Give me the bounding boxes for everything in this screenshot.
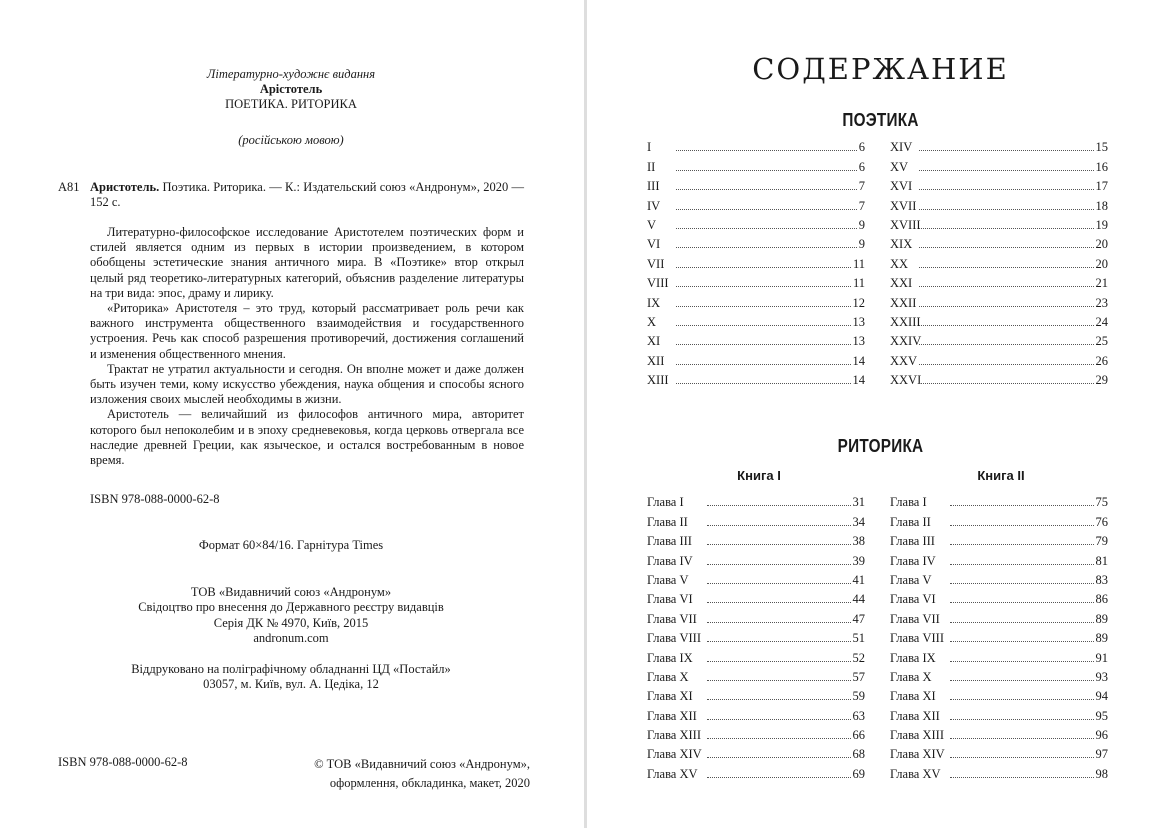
dot-leader (707, 583, 851, 584)
toc-entry-page: 31 (852, 495, 865, 510)
toc-entry-label: XVII (890, 198, 917, 213)
dot-leader (919, 150, 1094, 151)
dot-leader (950, 777, 1094, 778)
dot-leader (919, 383, 1094, 384)
contents-page (587, 0, 1174, 828)
toc-entry-page: 15 (1095, 140, 1108, 155)
toc-entry (890, 685, 1108, 704)
dot-leader (707, 525, 851, 526)
toc-entry-page: 9 (858, 217, 865, 232)
toc-entry-page: 68 (852, 747, 865, 762)
toc-entry-label: Глава VIII (647, 631, 701, 646)
dot-leader (919, 344, 1094, 345)
toc-entry (890, 175, 1108, 194)
toc-entry (647, 175, 865, 194)
toc-entry-label: XIV (890, 140, 913, 155)
toc-entry-page: 97 (1095, 747, 1108, 762)
dot-leader (707, 564, 851, 565)
toc-entry (890, 569, 1108, 588)
toc-entry-label: XXVI (890, 373, 922, 388)
toc-entry-page: 11 (852, 256, 865, 271)
dot-leader (676, 150, 857, 151)
toc-entry (890, 194, 1108, 213)
toc-entry (647, 666, 865, 685)
footer-isbn: ISBN 978-088-0000-62-8 (58, 755, 188, 769)
printer-info (58, 662, 524, 693)
toc-entry-label: Глава I (647, 495, 684, 510)
toc-entry (647, 588, 865, 607)
toc-entry-label: Глава X (890, 669, 932, 684)
toc-entry-page: 44 (852, 592, 865, 607)
toc-entry-label: Глава XIII (890, 728, 944, 743)
toc-entry-page: 89 (1095, 631, 1108, 646)
toc-entry (890, 214, 1108, 233)
dot-leader (676, 306, 851, 307)
toc-entry-page: 86 (1095, 592, 1108, 607)
dot-leader (676, 247, 857, 248)
toc-entry-page: 11 (852, 276, 865, 291)
toc-entry-label: XVI (890, 179, 913, 194)
toc-entry-page: 81 (1095, 553, 1108, 568)
toc-entry-label: II (647, 159, 656, 174)
toc-entry-page: 18 (1095, 198, 1108, 213)
toc-entry-label: VIII (647, 276, 669, 291)
toc-entry (890, 369, 1108, 388)
toc-entry-label: XII (647, 353, 665, 368)
toc-entry (647, 646, 865, 665)
toc-entry-page: 17 (1095, 179, 1108, 194)
dot-leader (676, 383, 851, 384)
toc-entry (890, 724, 1108, 743)
toc-entry (890, 743, 1108, 762)
dot-leader (707, 757, 851, 758)
language-note: (російською мовою) (238, 133, 344, 147)
dot-leader (919, 189, 1094, 190)
annotation (90, 225, 524, 468)
toc-entry-label: Глава VII (647, 611, 697, 626)
toc-entry-label: Глава VIII (890, 631, 944, 646)
toc-entry (647, 252, 865, 271)
toc-entry-label: Глава XV (647, 766, 698, 781)
toc-entry (890, 311, 1108, 330)
toc-entry (647, 349, 865, 368)
toc-entry-label: VI (647, 237, 661, 252)
dot-leader (950, 719, 1094, 720)
toc-entry-label: Глава XI (890, 689, 936, 704)
toc-entry (890, 233, 1108, 252)
toc-entry (647, 369, 865, 388)
toc-entry-label: Глава XII (890, 708, 940, 723)
book-title: ПОЕТИКА. РИТОРИКА (225, 97, 357, 111)
toc-entry (890, 549, 1108, 568)
dot-leader (676, 209, 857, 210)
toc-entry (647, 724, 865, 743)
toc-entry-page: 57 (852, 669, 865, 684)
annotation-paragraph: «Риторика» Аристотеля – это труд, который рассматривает роль речи как важного инструмента общественного взаимодействия и государственного устроения. Речь как способ разрешения противоречий, достижения соглашений и изменения общественного мнения. (90, 301, 524, 361)
toc-entry (647, 704, 865, 723)
toc-entry-page: 12 (852, 295, 865, 310)
book1-heading: Книга I (737, 468, 781, 483)
toc-entry-page: 91 (1095, 650, 1108, 665)
contents-title: СОДЕРЖАНИЕ (752, 52, 1009, 86)
toc-entry-label: Глава VI (647, 592, 693, 607)
toc-entry-page: 23 (1095, 295, 1108, 310)
toc-entry (890, 627, 1108, 646)
dot-leader (707, 680, 851, 681)
toc-entry (647, 194, 865, 213)
toc-entry-label: Глава II (647, 514, 688, 529)
dot-leader (919, 170, 1094, 171)
toc-entry-page: 7 (858, 179, 865, 194)
toc-entry-page: 16 (1095, 159, 1108, 174)
book2-heading: Книга II (977, 468, 1025, 483)
toc-entry-page: 79 (1095, 534, 1108, 549)
toc-entry-label: XXI (890, 276, 913, 291)
bibliographic-record (58, 180, 524, 211)
toc-entry-page: 25 (1095, 334, 1108, 349)
toc-entry-page: 20 (1095, 237, 1108, 252)
toc-entry (890, 607, 1108, 626)
toc-entry-page: 52 (852, 650, 865, 665)
toc-entry-page: 29 (1095, 373, 1108, 388)
publisher-line: Серія ДК № 4970, Київ, 2015 (213, 615, 369, 630)
toc-entry (890, 704, 1108, 723)
toc-entry (890, 646, 1108, 665)
toc-entry-label: Глава VI (890, 592, 936, 607)
toc-entry-label: XXV (890, 353, 918, 368)
toc-entry (890, 155, 1108, 174)
dot-leader (919, 267, 1094, 268)
dot-leader (676, 325, 851, 326)
toc-entry-label: Глава III (890, 534, 935, 549)
toc-entry-label: XIX (890, 237, 913, 252)
author-name: Арістотель (259, 82, 323, 96)
dot-leader (950, 680, 1094, 681)
dot-leader (676, 286, 851, 287)
dot-leader (707, 661, 851, 662)
book1-list (647, 491, 865, 782)
toc-entry-label: Глава I (890, 495, 927, 510)
toc-entry-page: 95 (1095, 708, 1108, 723)
dot-leader (950, 602, 1094, 603)
toc-entry (647, 743, 865, 762)
toc-entry-page: 59 (852, 689, 865, 704)
toc-entry (890, 291, 1108, 310)
toc-entry-label: Глава XIII (647, 728, 701, 743)
toc-entry-label: Глава IX (890, 650, 936, 665)
dot-leader (707, 738, 851, 739)
toc-entry (890, 349, 1108, 368)
toc-entry-label: VII (647, 256, 665, 271)
toc-entry (890, 330, 1108, 349)
dot-leader (919, 209, 1094, 210)
toc-entry (890, 510, 1108, 529)
dot-leader (707, 777, 851, 778)
dot-leader (919, 364, 1094, 365)
toc-entry-page: 51 (852, 631, 865, 646)
toc-entry-page: 26 (1095, 353, 1108, 368)
toc-entry-page: 34 (852, 514, 865, 529)
dot-leader (919, 306, 1094, 307)
dot-leader (676, 189, 857, 190)
toc-entry-label: XXII (890, 295, 917, 310)
copyright-line: © ТОВ «Видавничий союз «Андронум», (314, 757, 530, 771)
toc-entry (890, 272, 1108, 291)
toc-entry (890, 136, 1108, 155)
toc-entry-page: 7 (858, 198, 865, 213)
publisher-line: Свідоцтво про внесення до Державного реєстру видавців (138, 600, 444, 615)
toc-entry (890, 588, 1108, 607)
toc-entry-label: Глава VII (890, 611, 940, 626)
toc-entry-label: XI (647, 334, 661, 349)
toc-entry-page: 21 (1095, 276, 1108, 291)
toc-entry (890, 762, 1108, 781)
toc-entry-page: 63 (852, 708, 865, 723)
toc-entry-page: 76 (1095, 514, 1108, 529)
toc-entry-page: 13 (852, 314, 865, 329)
toc-entry-label: Глава V (890, 572, 932, 587)
dot-leader (707, 544, 851, 545)
toc-entry-page: 14 (852, 373, 865, 388)
dot-leader (919, 325, 1094, 326)
toc-entry (647, 272, 865, 291)
toc-entry-label: XVIII (890, 217, 921, 232)
dot-leader (676, 344, 851, 345)
toc-entry (647, 136, 865, 155)
toc-entry (647, 214, 865, 233)
dot-leader (707, 699, 851, 700)
toc-entry-label: Глава XI (647, 689, 693, 704)
toc-entry (647, 549, 865, 568)
imprint-page (0, 0, 584, 828)
toc-entry (647, 607, 865, 626)
toc-entry-label: IV (647, 198, 661, 213)
toc-entry-label: Глава III (647, 534, 692, 549)
bib-rest: Поэтика. Риторика. — К.: Издательский союз «Андронум», 2020 — 152 с. (90, 180, 524, 210)
toc-entry-page: 9 (858, 237, 865, 252)
toc-entry-label: Глава IV (647, 553, 693, 568)
format-line: Формат 60×84/16. Гарнітура Times (198, 538, 384, 552)
printer-line: Віддруковано на поліграфічному обладнанні ЦД «Постайл» (131, 662, 451, 676)
toc-entry (647, 233, 865, 252)
toc-entry-label: Глава XIV (890, 747, 945, 762)
toc-entry-page: 89 (1095, 611, 1108, 626)
dot-leader (950, 544, 1094, 545)
bib-code: А81 (58, 180, 80, 194)
dot-leader (950, 564, 1094, 565)
toc-entry (647, 530, 865, 549)
book2-list (890, 491, 1108, 782)
toc-entry-label: III (647, 179, 660, 194)
bib-author: Аристотель. (90, 180, 160, 194)
toc-entry-label: Глава X (647, 669, 689, 684)
publisher-line: ТОВ «Видавничий союз «Андронум» (190, 585, 392, 599)
dot-leader (919, 247, 1094, 248)
dot-leader (950, 738, 1094, 739)
dot-leader (950, 525, 1094, 526)
toc-entry-page: 13 (852, 334, 865, 349)
dot-leader (707, 641, 851, 642)
toc-entry-page: 96 (1095, 728, 1108, 743)
poetics-heading: ПОЭТИКА (842, 110, 919, 130)
toc-entry (890, 530, 1108, 549)
dot-leader (707, 505, 851, 506)
dot-leader (919, 228, 1094, 229)
toc-entry-label: Глава XV (890, 766, 941, 781)
toc-entry-label: Глава XII (647, 708, 697, 723)
toc-entry-label: Глава IX (647, 650, 693, 665)
toc-entry-label: Глава V (647, 572, 689, 587)
toc-entry-label: XXIII (890, 314, 921, 329)
toc-entry-page: 20 (1095, 256, 1108, 271)
toc-entry-page: 75 (1095, 495, 1108, 510)
footer-copyright (290, 755, 530, 793)
poetics-list-right (890, 136, 1108, 388)
toc-entry-label: XV (890, 159, 909, 174)
toc-entry-page: 39 (852, 553, 865, 568)
toc-entry (647, 291, 865, 310)
annotation-paragraph: Трактат не утратил актуальности и сегодня. Он вполне может и даже должен быть изучен теми, кому искусство убеждения, наука общения и способы ясного изложения своих мыслей необходимы в жизни. (90, 361, 524, 407)
dot-leader (676, 364, 851, 365)
toc-entry-page: 94 (1095, 689, 1108, 704)
dot-leader (707, 602, 851, 603)
dot-leader (950, 505, 1094, 506)
publisher-website: andronum.com (253, 630, 329, 645)
toc-entry-page: 14 (852, 353, 865, 368)
dot-leader (950, 583, 1094, 584)
toc-entry-label: XIII (647, 373, 669, 388)
toc-entry-page: 93 (1095, 669, 1108, 684)
dot-leader (707, 719, 851, 720)
dot-leader (676, 228, 857, 229)
toc-entry (647, 311, 865, 330)
toc-entry-page: 6 (858, 140, 865, 155)
toc-entry-label: IX (647, 295, 661, 310)
toc-entry-page: 98 (1095, 766, 1108, 781)
toc-entry-page: 83 (1095, 572, 1108, 587)
printer-line: 03057, м. Київ, вул. А. Цедіка, 12 (203, 677, 379, 692)
toc-entry-label: Глава XIV (647, 747, 702, 762)
toc-entry-label: Глава IV (890, 553, 936, 568)
toc-entry-label: X (647, 314, 657, 329)
toc-entry (647, 627, 865, 646)
toc-entry-label: Глава II (890, 514, 931, 529)
edition-type: Літературно-художнє видання (206, 67, 376, 81)
toc-entry-page: 66 (852, 728, 865, 743)
toc-entry (890, 252, 1108, 271)
toc-entry-label: V (647, 217, 657, 232)
toc-entry (890, 666, 1108, 685)
toc-entry (647, 330, 865, 349)
toc-entry-label: XXIV (890, 334, 922, 349)
toc-entry-page: 6 (858, 159, 865, 174)
isbn: ISBN 978-088-0000-62-8 (90, 492, 220, 506)
dot-leader (919, 286, 1094, 287)
toc-entry (647, 762, 865, 781)
toc-entry (647, 491, 865, 510)
toc-entry (647, 510, 865, 529)
bib-description (90, 180, 524, 211)
toc-entry-page: 69 (852, 766, 865, 781)
annotation-paragraph: Аристотель — величайший из философов античного мира, авторитет которого был непоколебим и в эпоху средневековья, когда церковь отвергала все наследие древней Греции, как языческое, и остался востребованным в новое время. (90, 407, 524, 468)
toc-entry (647, 569, 865, 588)
dot-leader (950, 661, 1094, 662)
dot-leader (676, 267, 851, 268)
copyright-line: оформлення, обкладинка, макет, 2020 (329, 776, 530, 790)
toc-entry-label: I (647, 140, 652, 155)
poetics-list-left (647, 136, 865, 388)
toc-entry-page: 24 (1095, 314, 1108, 329)
toc-entry (647, 155, 865, 174)
toc-entry-page: 41 (852, 572, 865, 587)
toc-entry-page: 19 (1095, 217, 1108, 232)
dot-leader (950, 641, 1094, 642)
toc-entry (890, 491, 1108, 510)
toc-entry-page: 47 (852, 611, 865, 626)
toc-entry-page: 38 (852, 534, 865, 549)
annotation-paragraph: Литературно-философское исследование Аристотелем поэтических форм и стилей является одним из первых в истории произведением, в котором обобщены эстетические знания античного мира. В «Поэтике» втор открыл целый ряд теоретико-литературных категорий, объяснив разделение литературы на три вида: эпос, драму и лирику. (90, 225, 524, 300)
dot-leader (950, 757, 1094, 758)
dot-leader (707, 622, 851, 623)
dot-leader (950, 622, 1094, 623)
dot-leader (676, 170, 857, 171)
rhetoric-heading: РИТОРИКА (837, 436, 924, 456)
toc-entry-label: XX (890, 256, 909, 271)
dot-leader (950, 699, 1094, 700)
toc-entry (647, 685, 865, 704)
publisher-info (58, 585, 524, 646)
